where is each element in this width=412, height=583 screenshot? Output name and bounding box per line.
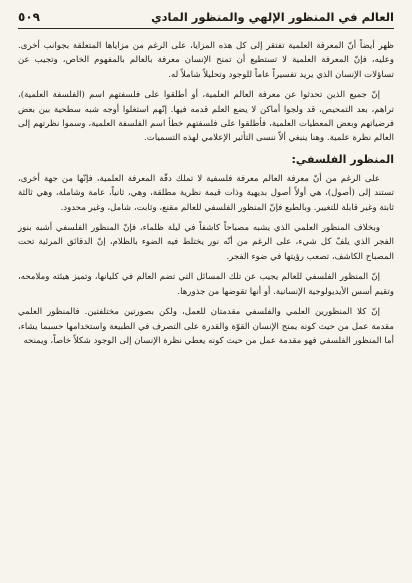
page-body — [18, 29, 394, 348]
paragraph-2: إنّ جميع الذين تحدثوا عن معرفة العالم العلمية، أو أطلقوا على فلسفتهم اسم (الفلسفة العلمية)، تراهم، بعد التمحيص، قد ولجوا أماكن لا يضع العلم قدمه فيها. إنّهم استغلوا أوجه شبه سطحية بين بعض فرضياتهم وبعض المعطيات العلمية، فأطلقوا على فلسفتهم خطأ اسم الفلسفة العلمية، وسموا نظرتهم إلى العالم نظرة علمية. وهنا ينبغي ألاّ ننسى التأثير الإعلامي لهذه التسميات. — [18, 90, 394, 144]
page-number: ٥٠٩ — [18, 10, 40, 24]
section-heading: المنظور الفلسفي: — [291, 152, 394, 166]
paragraph-6: إنّ كلا المنظورين العلمي والفلسفي مقدمتان للعمل، ولكن بصورتين مختلفتين. فالمنظور العلمي مقدمة عمل من حيث كونه يمنح الإنسان القوّة والقدرة على التصرف في الطبيعة واستخدامها حسبما يشاء، أما المنظور الفلسفي فهو مقدمة عمل من حيث كونه يعطي نظرة الإنسان إلى الوجود شكلاً خاصاً، ويمنحه — [18, 307, 394, 346]
paragraph-3: على الرغم من أنّ معرفة العالم معرفة فلسفية لا تملك دقّة المعرفة العلمية، فإنّها من جهة أخرى، تستند إلى (أصول)، هي أولاً أصول بديهية وذات قيمة نظرية مطلقة، وهي، ثانياً، عامة وشاملة، وهي ثالثة ثابتة وغير قابلة للتغيير. وبالطبع فإنّ المنظور الفلسفي للعالم مقنع، وثابت، شامل، وغير محدود. — [18, 173, 394, 213]
running-header-title: العالم في المنظور الإلهي والمنظور المادي — [151, 10, 394, 24]
paragraph-5: إنّ المنظور الفلسفي للعالم يجيب عن تلك المسائل التي تضم العالم في كليانها، وتميز هيئته وملامحه، وتقيم أسس الأيديولوجية الإنسانية. أو أنها تقوضها من جذورها. — [18, 272, 394, 297]
paragraph-4: وبخلاف المنظور العلمي الذي يشبه مصباحاً كاشفاً في ليلة ظلماء، فإنّ المنظور الفلسفي أشبه بنور الفجر الذي يلفّ كل شيء، على الرغم من أنّه نور يختلط فيه الضوء بالظلام، إنّ الدقائق المرئية تحت المصباح الكاشف، تصعب رؤيتها في ضوء الفجر. — [18, 223, 394, 262]
running-header — [18, 6, 394, 29]
paragraph-1: ظهر أيضاً أنّ المعرفة العلمية تفتقر إلى كل هذه المزايا، على الرغم من مزاياها المتعلقة بجوانب أخرى. وعليه، فإنّ المعرفة العلمية لا تستطيع أن تمنح الإنسان معرفة بالعالم بالمفهوم الخاص، وتجيب عن تساؤلات الإنسان الذي يريد تفسيراً عاماً للوجود وتحليلاً شاملاً له. — [18, 41, 394, 80]
